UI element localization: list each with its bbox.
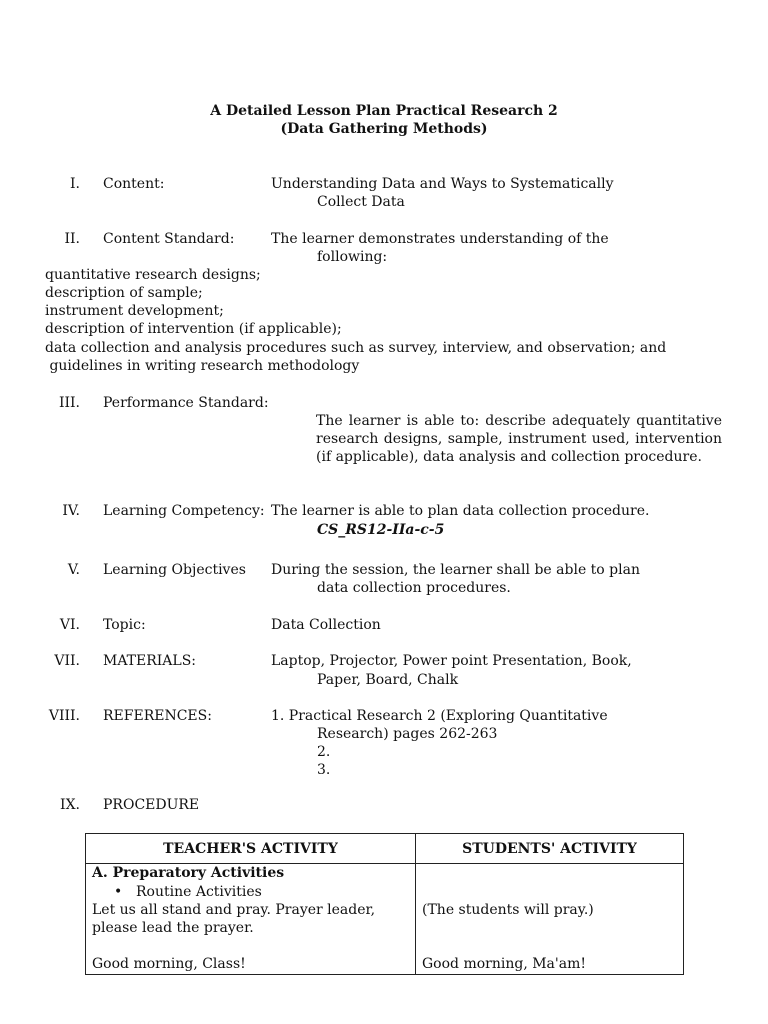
activity-table [85,833,684,975]
section-label: Topic: [103,617,146,633]
standard-list-item: quantitative research designs; [45,267,261,283]
section-text: 2. [317,744,331,760]
document-title: A Detailed Lesson Plan Practical Research 2 [210,103,558,119]
student-line: (The students will pray.) [422,902,594,918]
standard-list-item: data collection and analysis procedures such as survey, interview, and observation; and [45,340,667,356]
standard-list-item: description of intervention (if applicable); [45,321,342,337]
teacher-activity-header: TEACHER'S ACTIVITY [86,834,416,864]
section-text: 3. [317,762,331,778]
section-text: Research) pages 262-263 [317,726,498,742]
section-text: Collect Data [317,194,405,210]
section-text: The learner demonstrates understanding of the [271,231,609,247]
section-number: II. [64,231,80,247]
students-activity-header: STUDENTS' ACTIVITY [416,834,684,864]
section-text: Data Collection [271,617,381,633]
table-row [86,864,684,975]
standard-list-item: instrument development; [45,303,224,319]
section-text: The learner is able to: describe adequately quantitative research designs, sample, instrument used, intervention (if applicable), data analysis and collection procedure. [316,413,722,465]
standard-list-item: guidelines in writing research methodology [45,358,360,374]
section-number: III. [58,395,80,411]
competency-code: CS_RS12-IIa-c-5 [317,522,445,538]
routine-bullet-item [114,883,262,901]
section-label: MATERIALS: [103,653,197,669]
section-text: 1. Practical Research 2 (Exploring Quantitative [271,708,608,724]
section-number: VIII. [48,708,80,724]
section-label: PROCEDURE [103,797,200,813]
table-header-row [86,834,684,864]
section-number: I. [70,176,80,192]
section-text: The learner is able to plan data collection procedure. [271,503,650,519]
section-label: Performance Standard: [103,395,269,411]
teacher-line: please lead the prayer. [92,920,254,936]
section-text: Laptop, Projector, Power point Presentation, Book, [271,653,632,669]
bullet-icon: • [114,884,123,900]
teacher-activity-cell [86,864,416,975]
section-label: Content: [103,176,165,192]
section-label: Learning Objectives [103,562,246,578]
section-text: following: [317,249,388,265]
section-label: Learning Competency: [103,503,265,519]
section-text: Paper, Board, Chalk [317,672,459,688]
standard-list-item: description of sample; [45,285,203,301]
section-text: Understanding Data and Ways to Systematically [271,176,614,192]
section-number: VI. [59,617,80,633]
students-activity-cell [416,864,684,975]
section-label: REFERENCES: [103,708,212,724]
section-text: During the session, the learner shall be able to plan [271,562,640,578]
section-number: VII. [54,653,80,669]
student-line: Good morning, Ma'am! [422,956,587,972]
teacher-line: Let us all stand and pray. Prayer leader, [92,902,376,918]
bullet-text: Routine Activities [136,884,262,900]
section-number: IX. [60,797,80,813]
section-number: V. [67,562,80,578]
section-text: data collection procedures. [317,580,511,596]
document-subtitle: (Data Gathering Methods) [280,121,488,137]
section-number: IV. [62,503,80,519]
teacher-line: Good morning, Class! [92,956,246,972]
activity-heading: A. Preparatory Activities [92,865,285,881]
section-label: Content Standard: [103,231,235,247]
